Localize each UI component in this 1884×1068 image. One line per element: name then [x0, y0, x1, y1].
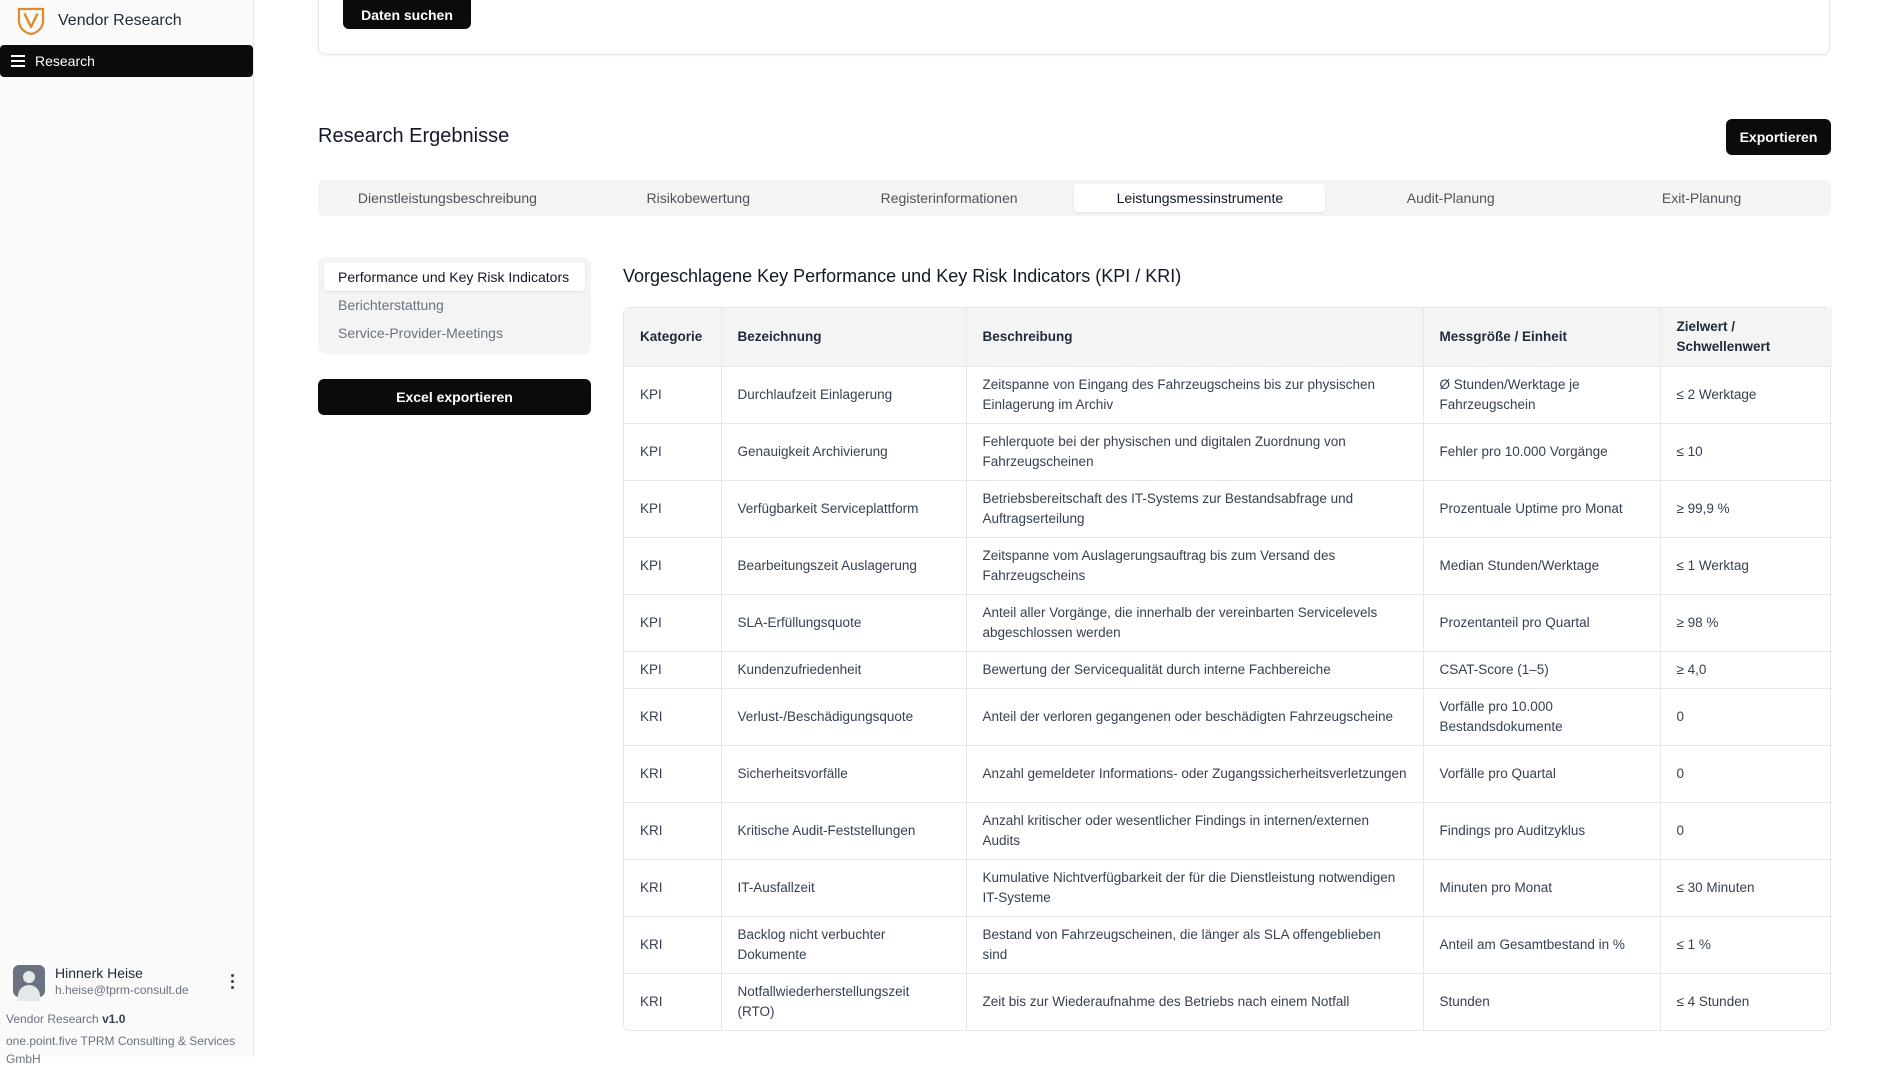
cell-kategorie: KRI: [624, 688, 721, 745]
cell-kategorie: KRI: [624, 745, 721, 802]
app-version: Vendor Research v1.0: [6, 1012, 126, 1026]
cell-zielwert: ≤ 4 Stunden: [1676, 993, 1750, 1009]
cell-messgroesse: Vorfälle pro 10.000 Bestandsdokumente: [1423, 688, 1660, 745]
cell-messgroesse: Prozentanteil pro Quartal: [1423, 594, 1660, 651]
cell-kategorie: KRI: [624, 973, 721, 1030]
cell-bezeichnung: Sicherheitsvorfälle: [721, 745, 966, 802]
cell-bezeichnung: SLA-Erfüllungsquote: [721, 594, 966, 651]
cell-zielwert: ≤ 2 Werktage: [1660, 366, 1832, 423]
cell-beschreibung: Anzahl gemeldeter Informations- oder Zugangssicherheitsverletzungen: [966, 745, 1423, 802]
cell-beschreibung: Zeitspanne vom Auslagerungsauftrag bis zum Versand des Fahrzeugscheins: [966, 537, 1423, 594]
export-button[interactable]: Exportieren: [1726, 119, 1831, 155]
cell-beschreibung: Anzahl kritischer oder wesentlicher Findings in internen/externen Audits: [966, 802, 1423, 859]
company-name: one.point.five TPRM Consulting & Services GmbH: [6, 1034, 236, 1066]
cell-bezeichnung: Notfallwiederherstellungszeit (RTO): [721, 973, 966, 1030]
column-header-bezeichnung: Bezeichnung: [721, 308, 966, 366]
cell-bezeichnung: Backlog nicht verbuchter Dokumente: [721, 916, 966, 973]
subnav-item-kpi-kri[interactable]: Performance und Key Risk Indicators: [324, 263, 585, 291]
table-row: [624, 423, 1832, 480]
sidebar-item-label: Research: [35, 53, 95, 69]
search-button[interactable]: Daten suchen: [343, 0, 471, 29]
table-row: [624, 594, 1832, 651]
cell-kategorie: KRI: [624, 859, 721, 916]
tab-registerinformationen[interactable]: Registerinformationen: [880, 190, 1018, 206]
list-icon: [11, 55, 25, 67]
brand[interactable]: [16, 6, 182, 36]
cell-kategorie: KPI: [624, 537, 721, 594]
kpi-kri-table: [623, 307, 1831, 1031]
tab-dienstleistungsbeschreibung[interactable]: Dienstleistungsbeschreibung: [357, 190, 537, 206]
table-row: [624, 651, 1832, 688]
cell-zielwert: ≥ 4,0: [1660, 651, 1832, 688]
tab-audit-planung[interactable]: Audit-Planung: [1406, 190, 1495, 206]
sidebar: [0, 0, 254, 1066]
column-header-beschreibung: Beschreibung: [966, 308, 1423, 366]
cell-bezeichnung: Verlust-/Beschädigungsquote: [721, 688, 966, 745]
table-row: [624, 745, 1832, 802]
cell-zielwert: ≤ 30 Minuten: [1660, 859, 1832, 916]
cell-kategorie: KRI: [624, 916, 721, 973]
cell-kategorie: KRI: [624, 802, 721, 859]
search-card: [318, 0, 1830, 55]
cell-messgroesse: Stunden: [1423, 973, 1660, 1030]
cell-kategorie: KPI: [624, 366, 721, 423]
excel-export-button[interactable]: Excel exportieren: [318, 379, 591, 415]
table-row: [624, 802, 1832, 859]
column-header-kategorie: Kategorie: [624, 308, 721, 366]
table-row: [624, 688, 1832, 745]
cell-bezeichnung: Verfügbarkeit Serviceplattform: [721, 480, 966, 537]
cell-messgroesse: Ø Stunden/Werktage je Fahrzeugschein: [1423, 366, 1660, 423]
cell-zielwert: 0: [1660, 745, 1832, 802]
table-row: [624, 916, 1832, 973]
cell-beschreibung: Zeitspanne von Eingang des Fahrzeugscheins bis zur physischen Einlagerung im Archiv: [966, 366, 1423, 423]
cell-kategorie: KPI: [624, 480, 721, 537]
cell-bezeichnung: Kritische Audit-Feststellungen: [721, 802, 966, 859]
cell-beschreibung: Anteil der verloren gegangenen oder beschädigten Fahrzeugscheine: [966, 688, 1423, 745]
cell-bezeichnung: Genauigkeit Archivierung: [721, 423, 966, 480]
cell-messgroesse: Anteil am Gesamtbestand in %: [1423, 916, 1660, 973]
cell-beschreibung: Fehlerquote bei der physischen und digitalen Zuordnung von Fahrzeugscheinen: [966, 423, 1423, 480]
table-row: [624, 366, 1832, 423]
cell-bezeichnung: Kundenzufriedenheit: [721, 651, 966, 688]
column-header-zielwert: Zielwert / Schwellenwert: [1660, 308, 1832, 366]
sidebar-item-research[interactable]: [0, 45, 253, 77]
section-title: Vorgeschlagene Key Performance und Key Risk Indicators (KPI / KRI): [623, 266, 1182, 286]
table-row: [624, 537, 1832, 594]
subnav-item-meetings[interactable]: Service-Provider-Meetings: [338, 325, 503, 341]
tab-leistungsmessinstrumente[interactable]: Leistungsmessinstrumente: [1074, 184, 1325, 212]
tab-risikobewertung[interactable]: Risikobewertung: [646, 190, 750, 206]
cell-beschreibung: Betriebsbereitschaft des IT-Systems zur Bestandsabfrage und Auftragserteilung: [966, 480, 1423, 537]
cell-zielwert: 0: [1660, 802, 1832, 859]
cell-beschreibung: Bestand von Fahrzeugscheinen, die länger als SLA offengeblieben sind: [966, 916, 1423, 973]
user-profile[interactable]: [13, 963, 241, 999]
cell-zielwert: ≤ 1 %: [1660, 916, 1832, 973]
user-name: Hinnerk Heise: [55, 964, 143, 981]
cell-messgroesse: Minuten pro Monat: [1423, 859, 1660, 916]
brand-name: Vendor Research: [58, 12, 182, 29]
table-row: [624, 480, 1832, 537]
table-header-row: [624, 308, 1832, 366]
cell-bezeichnung: Durchlaufzeit Einlagerung: [721, 366, 966, 423]
cell-messgroesse: Fehler pro 10.000 Vorgänge: [1423, 423, 1660, 480]
cell-kategorie: KPI: [624, 651, 721, 688]
cell-bezeichnung: IT-Ausfallzeit: [721, 859, 966, 916]
cell-zielwert: 0: [1660, 688, 1832, 745]
cell-zielwert: ≤ 1 Werktag: [1660, 537, 1832, 594]
cell-messgroesse: Vorfälle pro Quartal: [1423, 745, 1660, 802]
brand-logo-icon: [16, 6, 46, 36]
cell-zielwert: ≤ 10: [1660, 423, 1832, 480]
cell-kategorie: KPI: [624, 594, 721, 651]
cell-messgroesse: Median Stunden/Werktage: [1423, 537, 1660, 594]
cell-bezeichnung: Bearbeitungszeit Auslagerung: [721, 537, 966, 594]
cell-beschreibung: Anteil aller Vorgänge, die innerhalb der vereinbarten Servicelevels abgeschlossen werden: [966, 594, 1423, 651]
cell-beschreibung: Bewertung der Servicequalität durch interne Fachbereiche: [966, 651, 1423, 688]
more-vertical-icon[interactable]: [223, 972, 241, 990]
cell-beschreibung: Zeit bis zur Wiederaufnahme des Betriebs nach einem Notfall: [966, 973, 1423, 1030]
page-title: Research Ergebnisse: [318, 125, 510, 147]
cell-messgroesse: CSAT-Score (1–5): [1423, 651, 1660, 688]
column-header-messgroesse: Messgröße / Einheit: [1423, 308, 1660, 366]
cell-messgroesse: Prozentuale Uptime pro Monat: [1423, 480, 1660, 537]
cell-zielwert: ≥ 98 %: [1660, 594, 1832, 651]
table-row: [624, 973, 1832, 1030]
user-email: h.heise@tprm-consult.de: [55, 982, 189, 997]
cell-kategorie: KPI: [624, 423, 721, 480]
table-row: [624, 859, 1832, 916]
cell-zielwert: ≥ 99,9 %: [1660, 480, 1832, 537]
results-tabs: [318, 180, 1831, 216]
cell-messgroesse: Findings pro Auditzyklus: [1423, 802, 1660, 859]
avatar: [13, 965, 45, 997]
cell-beschreibung: Kumulative Nichtverfügbarkeit der für die Dienstleistung notwendigen IT-Systeme: [966, 859, 1423, 916]
section-subnav: [318, 257, 591, 354]
subnav-item-berichterstattung[interactable]: Berichterstattung: [338, 297, 444, 313]
tab-exit-planung[interactable]: Exit-Planung: [1661, 190, 1742, 206]
